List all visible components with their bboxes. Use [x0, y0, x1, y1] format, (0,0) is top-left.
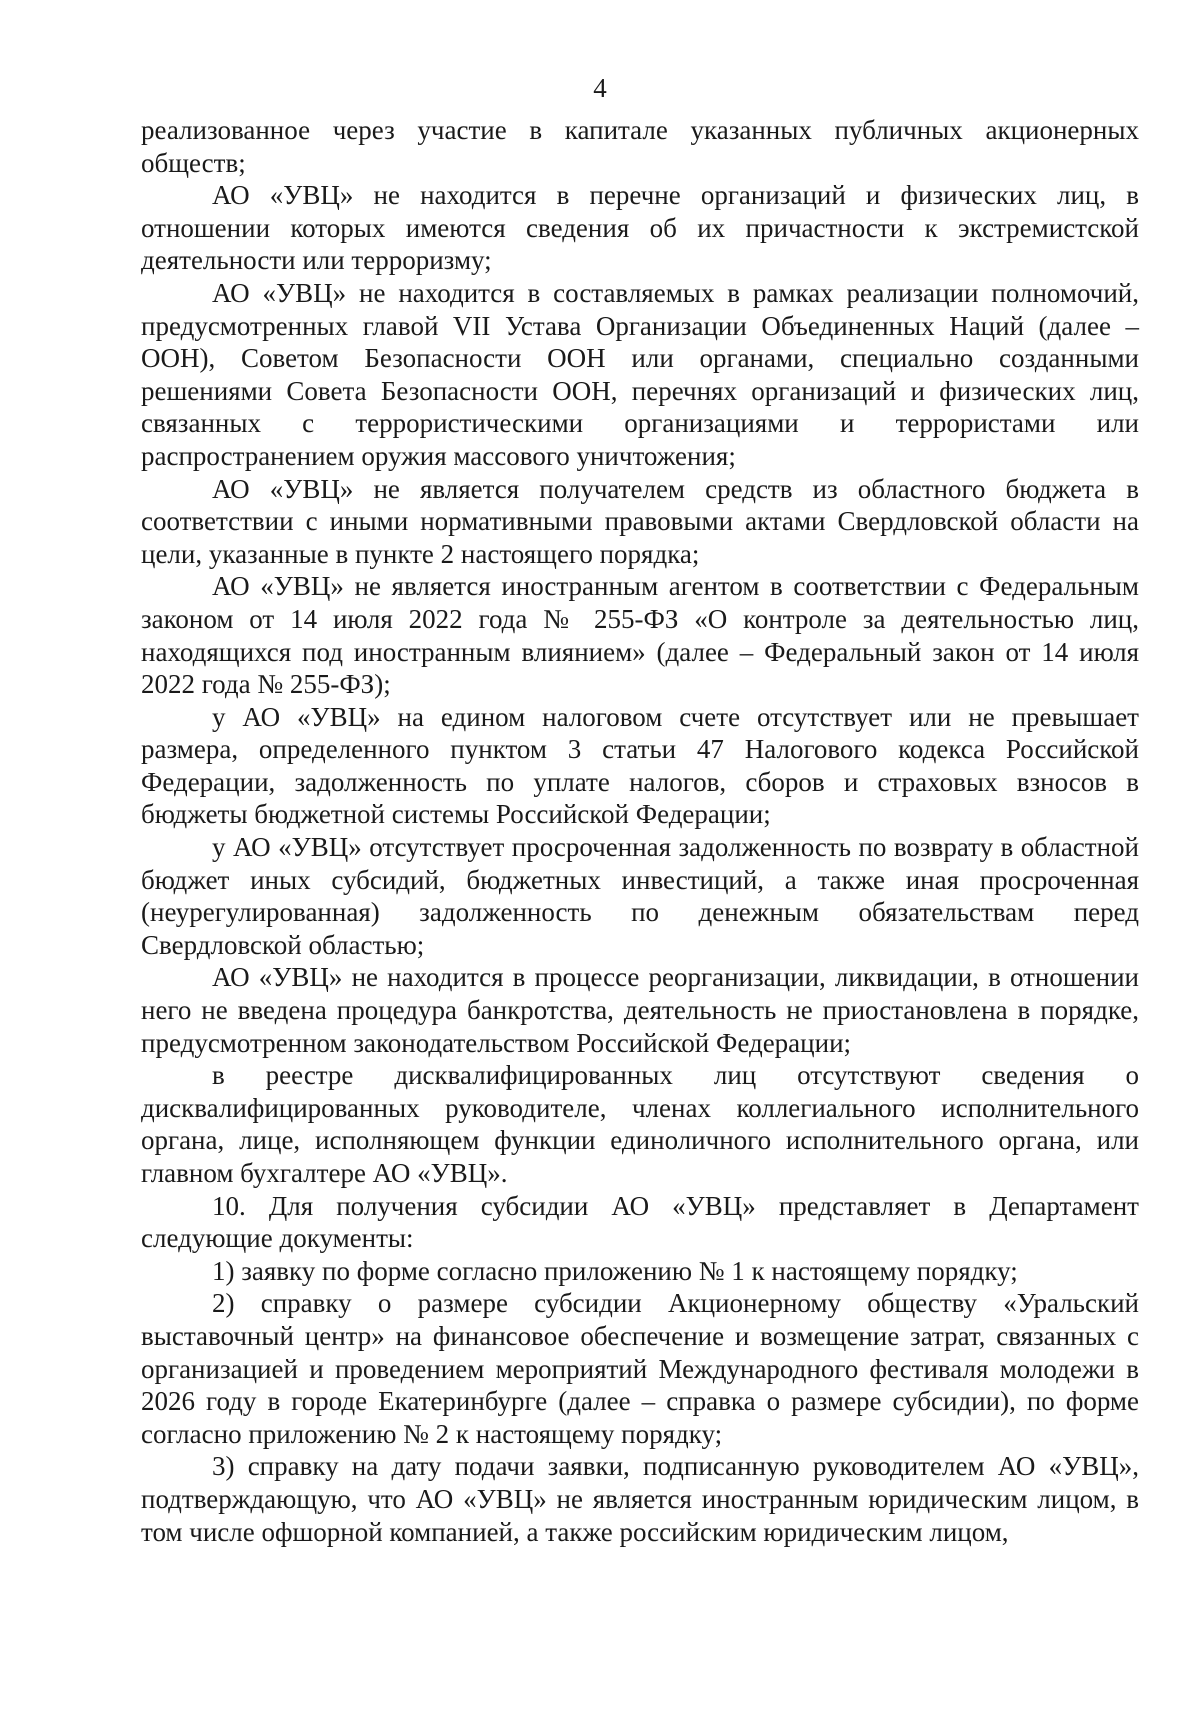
paragraph-4: АО «УВЦ» не является получателем средств из областного бюджета в соответствии с иными нормативными правовыми актами Свердловской области на цели, указанные в пункте 2 настоящего порядка;: [141, 473, 1139, 569]
paragraph-12: 2) справку о размере субсидии Акционерному обществу «Уральский выставочный центр» на финансовое обеспечение и возмещение затрат, связанных с организацией и проведением мероприятий Международного фестиваля молодежи в 2026 году в городе Екатеринбурге (далее – справка о размере субсидии), по форме согласно приложению № 2 к настоящему порядку;: [141, 1288, 1139, 1449]
paragraph-6: у АО «УВЦ» на едином налоговом счете отсутствует или не превышает размера, определенного пунктом 3 статьи 47 Налогового кодекса Российской Федерации, задолженность по уплате налогов, сборов и страховых взносов в бюджеты бюджетной системы Российской Федерации;: [141, 701, 1139, 830]
paragraph-1: реализованное через участие в капитале указанных публичных акционерных обществ;: [141, 115, 1139, 178]
paragraph-5: АО «УВЦ» не является иностранным агентом в соответствии с Федеральным законом от 14 июля 2022 года № 255-ФЗ «О контроле за деятельностью лиц, находящихся под иностранным влиянием» (далее – Федеральный закон от 14 июля 2022 года № 255-ФЗ);: [141, 571, 1139, 700]
paragraph-11: 1) заявку по форме согласно приложению № 1 к настоящему порядку;: [212, 1255, 1018, 1286]
document-body: [141, 114, 1139, 1548]
paragraph-9: в реестре дисквалифицированных лиц отсутствуют сведения о дисквалифицированных руководителе, членах коллегиального исполнительного органа, лице, исполняющем функции единоличного исполнительного органа, или главном бухгалтере АО «УВЦ».: [141, 1060, 1139, 1188]
paragraph-8: АО «УВЦ» не находится в процессе реорганизации, ликвидации, в отношении него не введена процедура банкротства, деятельность не приостановлена в порядке, предусмотренном законодательством Российской Федерации;: [141, 962, 1139, 1058]
paragraph-7: у АО «УВЦ» отсутствует просроченная задолженность по возврату в областной бюджет иных субсидий, бюджетных инвестиций, а также иная просроченная (неурегулированная) задолженность по денежным обязательствам перед Свердловской областью;: [141, 832, 1139, 960]
paragraph-2: АО «УВЦ» не находится в перечне организаций и физических лиц, в отношении которых имеются сведения об их причастности к экстремистской деятельности или терроризму;: [141, 180, 1139, 276]
paragraph-10: 10. Для получения субсидии АО «УВЦ» представляет в Департамент следующие документы:: [141, 1190, 1139, 1254]
paragraph-3: АО «УВЦ» не находится в составляемых в рамках реализации полномочий, предусмотренных главой VII Устава Организации Объединенных Наций (далее – ООН), Советом Безопасности ООН или органами, специально созданными решениями Совета Безопасности ООН, перечнях организаций и физических лиц, связанных с террористическими организациями и террористами или распространением оружия массового уничтожения;: [141, 277, 1139, 471]
paragraph-13: 3) справку на дату подачи заявки, подписанную руководителем АО «УВЦ», подтверждающую, что АО «УВЦ» не является иностранным юридическим лицом, в том числе офшорной компанией, а также российским юридическим лицом,: [141, 1451, 1139, 1547]
page-number: 4: [593, 73, 607, 103]
